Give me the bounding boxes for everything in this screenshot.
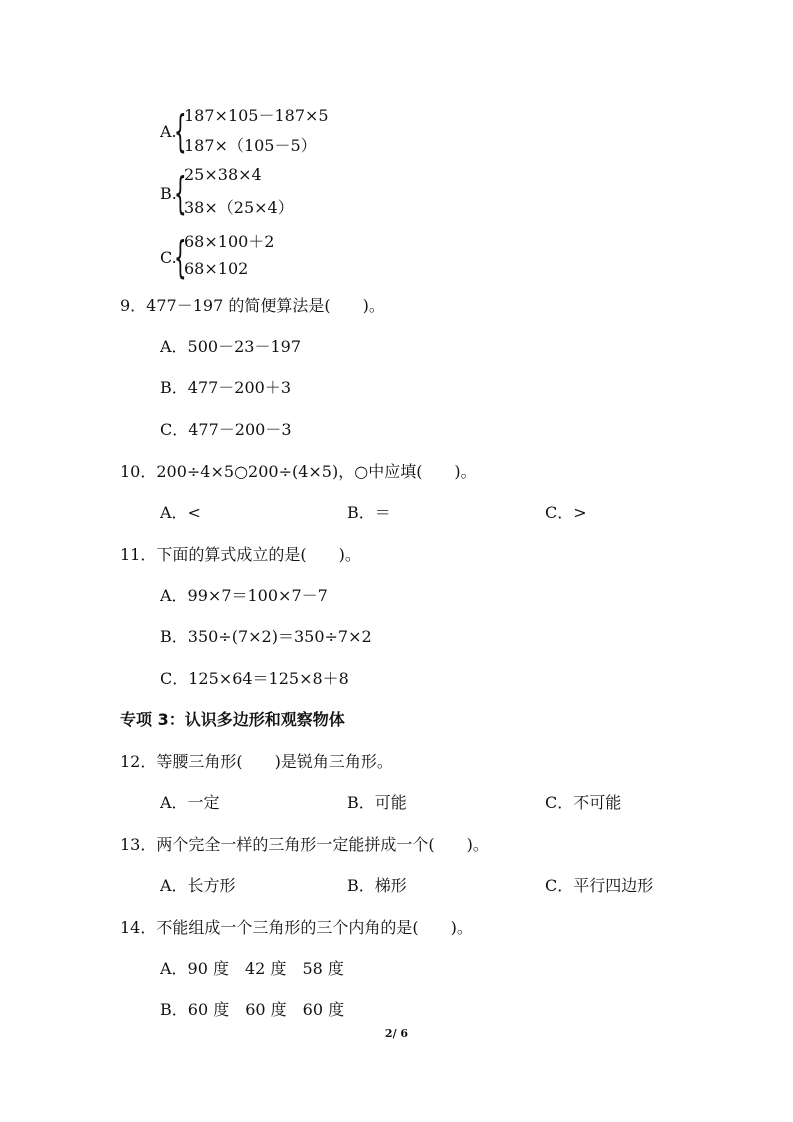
q9-option-b: B．477－200＋3: [160, 378, 292, 397]
q10-option-b: B．＝: [347, 503, 391, 522]
q8-option-c: [160, 229, 460, 289]
q13-option-b: B．梯形: [347, 876, 407, 895]
q14-option-a: A．90 度 42 度 58 度: [160, 959, 344, 978]
q11-option-c: C．125×64＝125×8＋8: [160, 669, 349, 688]
q11-option-b: B．350÷(7×2)＝350÷7×2: [160, 627, 372, 646]
q12-option-b: B．可能: [347, 793, 407, 812]
q9-stem: 9．477－197 的简便算法是( )。: [120, 296, 385, 315]
q10-stem: 10．200÷4×5○200÷(4×5)，○中应填( )。: [120, 462, 477, 481]
q12-option-c: C．不可能: [545, 793, 622, 812]
q8-option-a: [160, 103, 460, 163]
q14-stem: 14．不能组成一个三角形的三个内角的是( )。: [120, 918, 473, 937]
q13-stem: 13．两个完全一样的三角形一定能拼成一个( )。: [120, 835, 489, 854]
q12-option-a: A．一定: [160, 793, 220, 812]
option-letter: A.: [160, 122, 177, 141]
option-line-1: 68×100＋2: [184, 232, 275, 251]
q13-option-c: C．平行四边形: [545, 876, 654, 895]
q10-option-c: C．>: [545, 503, 587, 522]
q12-stem: 12．等腰三角形( )是锐角三角形。: [120, 752, 393, 771]
option-line-2: 68×102: [184, 259, 249, 278]
q13-option-a: A．长方形: [160, 876, 236, 895]
brace-icon: {: [174, 168, 187, 219]
q11-option-a: A．99×7＝100×7－7: [160, 586, 328, 605]
q11-stem: 11．下面的算式成立的是( )。: [120, 545, 361, 564]
option-letter: C.: [160, 248, 177, 267]
option-line-2: 38×（25×4）: [184, 198, 294, 217]
option-line-2: 187×（105－5）: [184, 136, 317, 155]
option-line-1: 187×105－187×5: [184, 106, 329, 125]
option-letter: B.: [160, 184, 177, 203]
q8-option-b: [160, 165, 460, 225]
option-line-1: 25×38×4: [184, 165, 262, 184]
q14-option-b: B．60 度 60 度 60 度: [160, 1000, 345, 1019]
brace-icon: {: [174, 232, 187, 283]
page-number: 2/ 6: [384, 1027, 409, 1040]
q9-option-c: C．477－200－3: [160, 420, 292, 439]
section-heading: 专项 3：认识多边形和观察物体: [120, 710, 345, 729]
brace-icon: {: [174, 106, 187, 157]
q10-option-a: A．<: [160, 503, 201, 522]
q9-option-a: A．500－23－197: [160, 337, 301, 356]
